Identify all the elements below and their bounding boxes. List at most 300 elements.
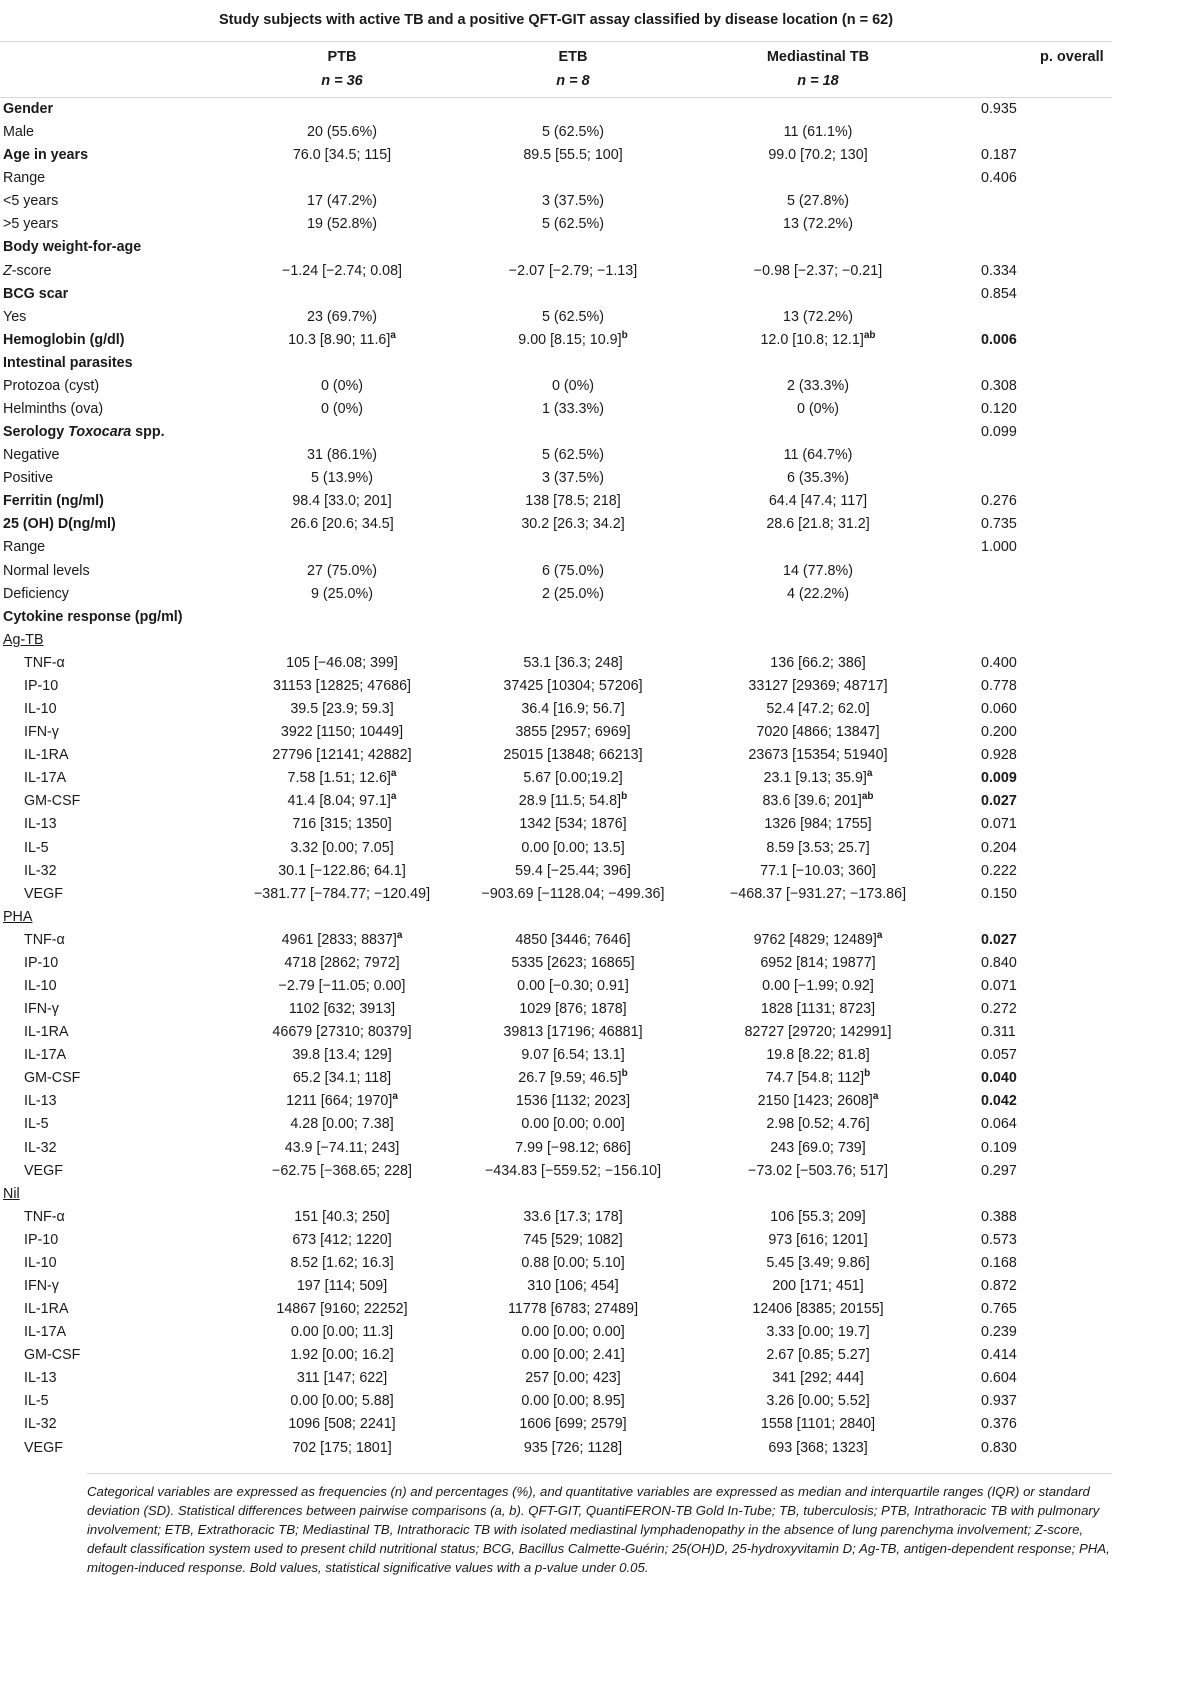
cell-value: 0.00 [0.00; 0.00] bbox=[521, 1324, 625, 1341]
cell-value: 1536 [1132; 2023] bbox=[515, 1093, 631, 1110]
row-label: Age in years bbox=[3, 147, 89, 164]
table-row bbox=[0, 375, 1112, 398]
table-row bbox=[0, 467, 1112, 490]
table-cell bbox=[443, 1301, 703, 1317]
table-cell bbox=[443, 1347, 703, 1363]
cell-value: 17 (47.2%) bbox=[307, 193, 377, 210]
cell-value: 702 [175; 1801] bbox=[292, 1439, 392, 1456]
table-cell bbox=[688, 655, 948, 671]
cell-value: 19.8 [8.22; 81.8] bbox=[766, 1047, 870, 1064]
p-value: 0.928 bbox=[981, 747, 1017, 764]
table-cell bbox=[688, 586, 948, 602]
p-value: 0.027 bbox=[981, 793, 1017, 810]
cell-value: 1102 [632; 3913] bbox=[288, 1001, 396, 1018]
table-cell bbox=[212, 724, 472, 740]
table-cell bbox=[443, 816, 703, 832]
table-row bbox=[0, 421, 1112, 444]
cell-value: 2.98 [0.52; 4.76] bbox=[766, 1116, 870, 1133]
table-cell bbox=[443, 1393, 703, 1409]
table-row bbox=[0, 1344, 1112, 1367]
cell-value: 3855 [2957; 6969] bbox=[515, 724, 631, 741]
p-value: 0.937 bbox=[981, 1393, 1017, 1410]
table-row bbox=[0, 675, 1112, 698]
table-cell bbox=[443, 1116, 703, 1132]
table-cell bbox=[688, 1116, 948, 1132]
table-cell bbox=[688, 309, 948, 325]
row-label: IFN-γ bbox=[24, 724, 59, 741]
table-row bbox=[0, 283, 1112, 306]
cell-value: −62.75 [−368.65; 228] bbox=[272, 1162, 412, 1179]
row-label: VEGF bbox=[24, 885, 63, 902]
cell-value: 4 (22.2%) bbox=[787, 585, 849, 602]
table-title: Study subjects with active TB and a positive QFT-GIT assay classified by disease location (n = 62) bbox=[0, 0, 1112, 42]
cell-value: 151 [40.3; 250] bbox=[294, 1208, 390, 1225]
column-n-etb: n = 8 bbox=[556, 73, 590, 89]
cell-value: 11778 [6783; 27489] bbox=[507, 1301, 639, 1318]
cell-value: 33127 [29369; 48717] bbox=[748, 677, 888, 694]
cell-value: 5.45 [3.49; 9.86] bbox=[766, 1254, 870, 1271]
cell-value: 23.1 [9.13; 35.9] bbox=[763, 770, 867, 787]
cell-value: 31 (86.1%) bbox=[307, 447, 377, 464]
cell-value: 0.00 [−0.30; 0.91] bbox=[517, 977, 629, 994]
cell-value: −2.07 [−2.79; −1.13] bbox=[508, 262, 638, 279]
table-cell bbox=[212, 493, 472, 509]
cell-value: 0 (0%) bbox=[320, 377, 364, 394]
cell-value: 1558 [1101; 2840] bbox=[760, 1416, 876, 1433]
row-label: IL-5 bbox=[24, 1116, 49, 1133]
row-label: IFN-γ bbox=[24, 1001, 59, 1018]
p-value: 0.109 bbox=[981, 1139, 1017, 1156]
cell-value: 28.9 [11.5; 54.8] bbox=[518, 793, 622, 810]
row-label: Yes bbox=[3, 308, 27, 325]
table-cell bbox=[688, 332, 948, 348]
table-cell bbox=[688, 1278, 948, 1294]
cell-value: 1.92 [0.00; 16.2] bbox=[290, 1347, 394, 1364]
cell-value: 4961 [2833; 8837] bbox=[281, 931, 397, 948]
table-cell bbox=[212, 1370, 472, 1386]
table-cell bbox=[688, 1047, 948, 1063]
significance-superscript: a bbox=[396, 930, 403, 942]
p-value: 0.400 bbox=[981, 654, 1017, 671]
table-row bbox=[0, 698, 1112, 721]
table-header bbox=[0, 42, 1112, 98]
cell-value: 5 (62.5%) bbox=[542, 308, 604, 325]
row-label: TNF-α bbox=[24, 931, 65, 948]
table-cell bbox=[688, 147, 948, 163]
table-row bbox=[0, 1275, 1112, 1298]
cell-value: 7020 [4866; 13847] bbox=[756, 724, 880, 741]
cell-value: 3 (37.5%) bbox=[542, 193, 604, 210]
p-value: 0.272 bbox=[981, 1001, 1017, 1018]
table-row bbox=[0, 444, 1112, 467]
table-cell bbox=[212, 1116, 472, 1132]
table-cell bbox=[688, 216, 948, 232]
row-label: IL-1RA bbox=[24, 1301, 69, 1318]
table-row bbox=[0, 329, 1112, 352]
cell-value: 1606 [699; 2579] bbox=[519, 1416, 627, 1433]
table-row bbox=[0, 306, 1112, 329]
cell-value: 2 (25.0%) bbox=[542, 585, 604, 602]
row-label: Deficiency bbox=[3, 585, 69, 602]
row-label: BCG scar bbox=[3, 285, 69, 302]
cell-value: 13 (72.2%) bbox=[783, 308, 853, 325]
table-cell bbox=[688, 1370, 948, 1386]
cell-value: 0.88 [0.00; 5.10] bbox=[521, 1254, 625, 1271]
table-cell bbox=[212, 147, 472, 163]
row-label: Serology Toxocara spp. bbox=[3, 424, 165, 441]
table-cell bbox=[212, 1278, 472, 1294]
cell-value: 76.0 [34.5; 115] bbox=[292, 147, 392, 164]
table-cell bbox=[688, 447, 948, 463]
row-label: IP-10 bbox=[24, 1231, 59, 1248]
cell-value: 37425 [10304; 57206] bbox=[503, 677, 643, 694]
row-label: IL-5 bbox=[24, 839, 49, 856]
table-cell bbox=[443, 309, 703, 325]
table-cell bbox=[212, 1047, 472, 1063]
table-cell bbox=[688, 1393, 948, 1409]
table-cell bbox=[443, 886, 703, 902]
table-cell bbox=[212, 193, 472, 209]
row-label: Positive bbox=[3, 470, 54, 487]
cell-value: 5 (27.8%) bbox=[787, 193, 849, 210]
cell-value: 935 [726; 1128] bbox=[523, 1439, 623, 1456]
table-cell bbox=[443, 1440, 703, 1456]
column-header-p-overall: p. overall bbox=[1040, 49, 1104, 65]
row-label: Nil bbox=[3, 1185, 20, 1202]
row-label: Gender bbox=[3, 101, 54, 117]
table-row bbox=[0, 513, 1112, 536]
row-label: Cytokine response (pg/ml) bbox=[3, 608, 183, 625]
table-cell bbox=[443, 1324, 703, 1340]
row-label: >5 years bbox=[3, 216, 59, 233]
table-cell bbox=[688, 724, 948, 740]
cell-value: 27796 [12141; 42882] bbox=[272, 747, 412, 764]
row-label: GM-CSF bbox=[24, 793, 81, 810]
significance-superscript: a bbox=[866, 768, 873, 780]
row-label: IL-13 bbox=[24, 1370, 57, 1387]
cell-value: 7.99 [−98.12; 686] bbox=[515, 1139, 631, 1156]
p-value: 0.414 bbox=[981, 1347, 1017, 1364]
row-label: Normal levels bbox=[3, 562, 90, 579]
row-label: Ag-TB bbox=[3, 631, 44, 648]
table-cell bbox=[688, 1347, 948, 1363]
table-cell bbox=[443, 1370, 703, 1386]
cell-value: 39.5 [23.9; 59.3] bbox=[290, 701, 394, 718]
cell-value: −381.77 [−784.77; −120.49] bbox=[253, 885, 431, 902]
table-cell bbox=[212, 1140, 472, 1156]
cell-value: −903.69 [−1128.04; −499.36] bbox=[481, 885, 665, 902]
p-value: 0.099 bbox=[981, 424, 1017, 441]
cell-value: 0 (0%) bbox=[551, 377, 595, 394]
significance-superscript: a bbox=[390, 768, 397, 780]
significance-superscript: b bbox=[621, 791, 628, 803]
cell-value: 8.52 [1.62; 16.3] bbox=[290, 1254, 394, 1271]
row-label: IL-1RA bbox=[24, 1024, 69, 1041]
table-row bbox=[0, 190, 1112, 213]
table-cell bbox=[688, 1440, 948, 1456]
table-cell bbox=[443, 378, 703, 394]
column-header-ptb: PTB bbox=[327, 49, 357, 65]
p-value: 0.311 bbox=[981, 1024, 1016, 1041]
table-row bbox=[0, 837, 1112, 860]
row-label: IL-13 bbox=[24, 1093, 57, 1110]
table-cell bbox=[443, 147, 703, 163]
table-cell bbox=[443, 563, 703, 579]
table-row bbox=[0, 929, 1112, 952]
table-cell bbox=[212, 1440, 472, 1456]
cell-value: 0.00 [0.00; 5.88] bbox=[290, 1393, 394, 1410]
cell-value: 6952 [814; 19877] bbox=[760, 954, 876, 971]
table-row bbox=[0, 1206, 1112, 1229]
table-cell bbox=[688, 701, 948, 717]
cell-value: 3.33 [0.00; 19.7] bbox=[766, 1324, 870, 1341]
cell-value: 1828 [1131; 8723] bbox=[760, 1001, 876, 1018]
p-value: 0.071 bbox=[981, 977, 1017, 994]
table-cell bbox=[688, 978, 948, 994]
cell-value: 673 [412; 1220] bbox=[292, 1231, 392, 1248]
row-label: IL-1RA bbox=[24, 747, 69, 764]
cell-value: 310 [106; 454] bbox=[527, 1277, 619, 1294]
cell-value: 14 (77.8%) bbox=[783, 562, 853, 579]
cell-value: 4718 [2862; 7972] bbox=[284, 954, 400, 971]
cell-value: 33.6 [17.3; 178] bbox=[523, 1208, 623, 1225]
cell-value: 3.32 [0.00; 7.05] bbox=[290, 839, 394, 856]
row-label: IL-10 bbox=[24, 1254, 57, 1271]
row-label: PHA bbox=[3, 908, 33, 925]
table-row bbox=[0, 744, 1112, 767]
row-label: IL-17A bbox=[24, 1047, 67, 1064]
cell-value: 105 [−46.08; 399] bbox=[286, 654, 398, 671]
cell-value: 77.1 [−10.03; 360] bbox=[760, 862, 876, 879]
table-cell bbox=[212, 747, 472, 763]
table-cell bbox=[443, 793, 703, 809]
p-value: 0.388 bbox=[981, 1208, 1017, 1225]
column-header-mediastinal-tb: Mediastinal TB bbox=[766, 49, 870, 65]
cell-value: 14867 [9160; 22252] bbox=[276, 1301, 408, 1318]
table-cell bbox=[212, 1209, 472, 1225]
table-cell bbox=[688, 1140, 948, 1156]
cell-value: 64.4 [47.4; 117] bbox=[768, 493, 868, 510]
cell-value: 74.7 [54.8; 112] bbox=[765, 1070, 865, 1087]
table-cell bbox=[212, 770, 472, 786]
cell-value: 12.0 [10.8; 12.1] bbox=[760, 331, 864, 348]
cell-value: 200 [171; 451] bbox=[772, 1277, 864, 1294]
row-label: Hemoglobin (g/dl) bbox=[3, 331, 125, 348]
row-label: IP-10 bbox=[24, 677, 59, 694]
cell-value: 41.4 [8.04; 97.1] bbox=[287, 793, 391, 810]
row-label: IFN-γ bbox=[24, 1277, 59, 1294]
table-cell bbox=[443, 955, 703, 971]
table-cell bbox=[443, 724, 703, 740]
table-row bbox=[0, 606, 1112, 629]
table-row bbox=[0, 1137, 1112, 1160]
cell-value: −0.98 [−2.37; −0.21] bbox=[753, 262, 883, 279]
cell-value: −1.24 [−2.74; 0.08] bbox=[281, 262, 403, 279]
p-value: 0.200 bbox=[981, 724, 1017, 741]
row-label: VEGF bbox=[24, 1162, 63, 1179]
table-cell bbox=[212, 932, 472, 948]
p-value: 0.204 bbox=[981, 839, 1017, 856]
table-cell bbox=[688, 493, 948, 509]
p-value: 0.060 bbox=[981, 701, 1017, 718]
cell-value: 5.67 [0.00;19.2] bbox=[523, 770, 623, 787]
table-cell bbox=[212, 1347, 472, 1363]
p-value: 0.187 bbox=[981, 147, 1017, 164]
table-cell bbox=[688, 955, 948, 971]
table-cell bbox=[443, 678, 703, 694]
cell-value: 11 (64.7%) bbox=[783, 447, 853, 464]
row-label: Ferritin (ng/ml) bbox=[3, 493, 104, 510]
table-cell bbox=[212, 516, 472, 532]
cell-value: 36.4 [16.9; 56.7] bbox=[521, 701, 625, 718]
table-row bbox=[0, 998, 1112, 1021]
cell-value: 136 [66.2; 386] bbox=[770, 654, 866, 671]
table-row bbox=[0, 813, 1112, 836]
table-row bbox=[0, 560, 1112, 583]
cell-value: 0.00 [0.00; 13.5] bbox=[521, 839, 625, 856]
cell-value: 9762 [4829; 12489] bbox=[753, 931, 877, 948]
cell-value: 311 [147; 622] bbox=[296, 1370, 388, 1387]
table-row bbox=[0, 1021, 1112, 1044]
cell-value: 28.6 [21.8; 31.2] bbox=[766, 516, 870, 533]
row-label: VEGF bbox=[24, 1439, 63, 1456]
table-row bbox=[0, 1113, 1112, 1136]
cell-value: 4.28 [0.00; 7.38] bbox=[290, 1116, 394, 1133]
row-label: IL-10 bbox=[24, 977, 57, 994]
p-value: 0.239 bbox=[981, 1324, 1017, 1341]
p-value: 0.168 bbox=[981, 1254, 1017, 1271]
table-row bbox=[0, 1321, 1112, 1344]
row-label: Negative bbox=[3, 447, 60, 464]
table-row bbox=[0, 1437, 1112, 1460]
cell-value: 0 (0%) bbox=[320, 401, 364, 418]
p-value: 0.334 bbox=[981, 262, 1017, 279]
table-cell bbox=[443, 586, 703, 602]
cell-value: 0.00 [0.00; 0.00] bbox=[521, 1116, 625, 1133]
table-row bbox=[0, 583, 1112, 606]
table-cell bbox=[443, 1001, 703, 1017]
cell-value: 0.00 [0.00; 2.41] bbox=[521, 1347, 625, 1364]
table-row bbox=[0, 236, 1112, 259]
table-cell bbox=[212, 840, 472, 856]
significance-superscript: a bbox=[390, 330, 396, 342]
cell-value: 30.1 [−122.86; 64.1] bbox=[278, 862, 406, 879]
cell-value: 23 (69.7%) bbox=[307, 308, 377, 325]
cell-value: 9.00 [8.15; 10.9] bbox=[518, 331, 622, 348]
table-cell bbox=[212, 332, 472, 348]
p-value: 0.872 bbox=[981, 1277, 1017, 1294]
table-row bbox=[0, 1067, 1112, 1090]
table-row bbox=[0, 167, 1112, 190]
column-n-ptb: n = 36 bbox=[321, 73, 363, 89]
table-row bbox=[0, 260, 1112, 283]
significance-superscript: b bbox=[864, 1068, 871, 1080]
cell-value: 99.0 [70.2; 130] bbox=[768, 147, 868, 164]
cell-value: 12406 [8385; 20155] bbox=[752, 1301, 884, 1318]
table-row bbox=[0, 144, 1112, 167]
p-value: 0.830 bbox=[981, 1439, 1017, 1456]
cell-value: −73.02 [−503.76; 517] bbox=[748, 1162, 888, 1179]
table-cell bbox=[212, 816, 472, 832]
cell-value: 1342 [534; 1876] bbox=[519, 816, 627, 833]
table-row bbox=[0, 213, 1112, 236]
row-label: <5 years bbox=[3, 193, 59, 210]
table-cell bbox=[688, 816, 948, 832]
cell-value: 46679 [27310; 80379] bbox=[272, 1024, 412, 1041]
cell-value: 26.6 [20.6; 34.5] bbox=[290, 516, 394, 533]
row-label: IL-17A bbox=[24, 1324, 67, 1341]
cell-value: 6 (75.0%) bbox=[542, 562, 604, 579]
table-cell bbox=[443, 332, 703, 348]
row-label: Body weight-for-age bbox=[3, 239, 142, 256]
cell-value: 83.6 [39.6; 201] bbox=[762, 793, 862, 810]
table-body bbox=[0, 98, 1112, 1460]
table-cell bbox=[443, 747, 703, 763]
table-cell bbox=[443, 470, 703, 486]
row-label: IL-13 bbox=[24, 816, 57, 833]
significance-superscript: a bbox=[872, 1091, 879, 1103]
table-row bbox=[0, 721, 1112, 744]
cell-value: 0.00 [0.00; 8.95] bbox=[521, 1393, 625, 1410]
cell-value: 243 [69.0; 739] bbox=[770, 1139, 866, 1156]
table-cell bbox=[212, 655, 472, 671]
table-cell bbox=[688, 1001, 948, 1017]
cell-value: 693 [368; 1323] bbox=[768, 1439, 868, 1456]
table-cell bbox=[688, 747, 948, 763]
cell-value: 98.4 [33.0; 201] bbox=[292, 493, 392, 510]
cell-value: 2 (33.3%) bbox=[787, 377, 849, 394]
table-row bbox=[0, 1367, 1112, 1390]
row-label: IL-32 bbox=[24, 862, 57, 879]
cell-value: 11 (61.1%) bbox=[783, 124, 853, 141]
row-label: Protozoa (cyst) bbox=[3, 377, 100, 394]
cell-value: 30.2 [26.3; 34.2] bbox=[521, 516, 625, 533]
row-label: GM-CSF bbox=[24, 1070, 81, 1087]
cell-value: 23673 [15354; 51940] bbox=[748, 747, 888, 764]
row-label: IL-10 bbox=[24, 701, 57, 718]
table-cell bbox=[443, 1140, 703, 1156]
significance-superscript: ab bbox=[863, 330, 876, 342]
cell-value: 138 [78.5; 218] bbox=[525, 493, 621, 510]
table-cell bbox=[688, 1416, 948, 1432]
cell-value: 5 (62.5%) bbox=[542, 216, 604, 233]
table-cell bbox=[688, 1301, 948, 1317]
table-cell bbox=[212, 563, 472, 579]
cell-value: 0 (0%) bbox=[796, 401, 840, 418]
cell-value: 52.4 [47.2; 62.0] bbox=[766, 701, 870, 718]
table-cell bbox=[443, 1093, 703, 1109]
cell-value: 3922 [1150; 10449] bbox=[280, 724, 404, 741]
p-value: 0.935 bbox=[981, 101, 1017, 117]
column-n-mediastinal-tb: n = 18 bbox=[797, 73, 839, 89]
table-cell bbox=[212, 401, 472, 417]
p-value: 0.042 bbox=[981, 1093, 1017, 1110]
p-value: 0.150 bbox=[981, 885, 1017, 902]
cell-value: 6 (35.3%) bbox=[787, 470, 849, 487]
table-row bbox=[0, 1183, 1112, 1206]
cell-value: 4850 [3446; 7646] bbox=[515, 931, 631, 948]
table-cell bbox=[688, 516, 948, 532]
cell-value: −2.79 [−11.05; 0.00] bbox=[278, 977, 406, 994]
table-cell bbox=[443, 863, 703, 879]
p-value: 0.308 bbox=[981, 377, 1017, 394]
table-cell bbox=[688, 563, 948, 579]
row-label: Range bbox=[3, 170, 46, 187]
row-label: IL-5 bbox=[24, 1393, 49, 1410]
table-row bbox=[0, 398, 1112, 421]
cell-value: 1211 [664; 1970] bbox=[286, 1093, 393, 1110]
table-cell bbox=[443, 701, 703, 717]
